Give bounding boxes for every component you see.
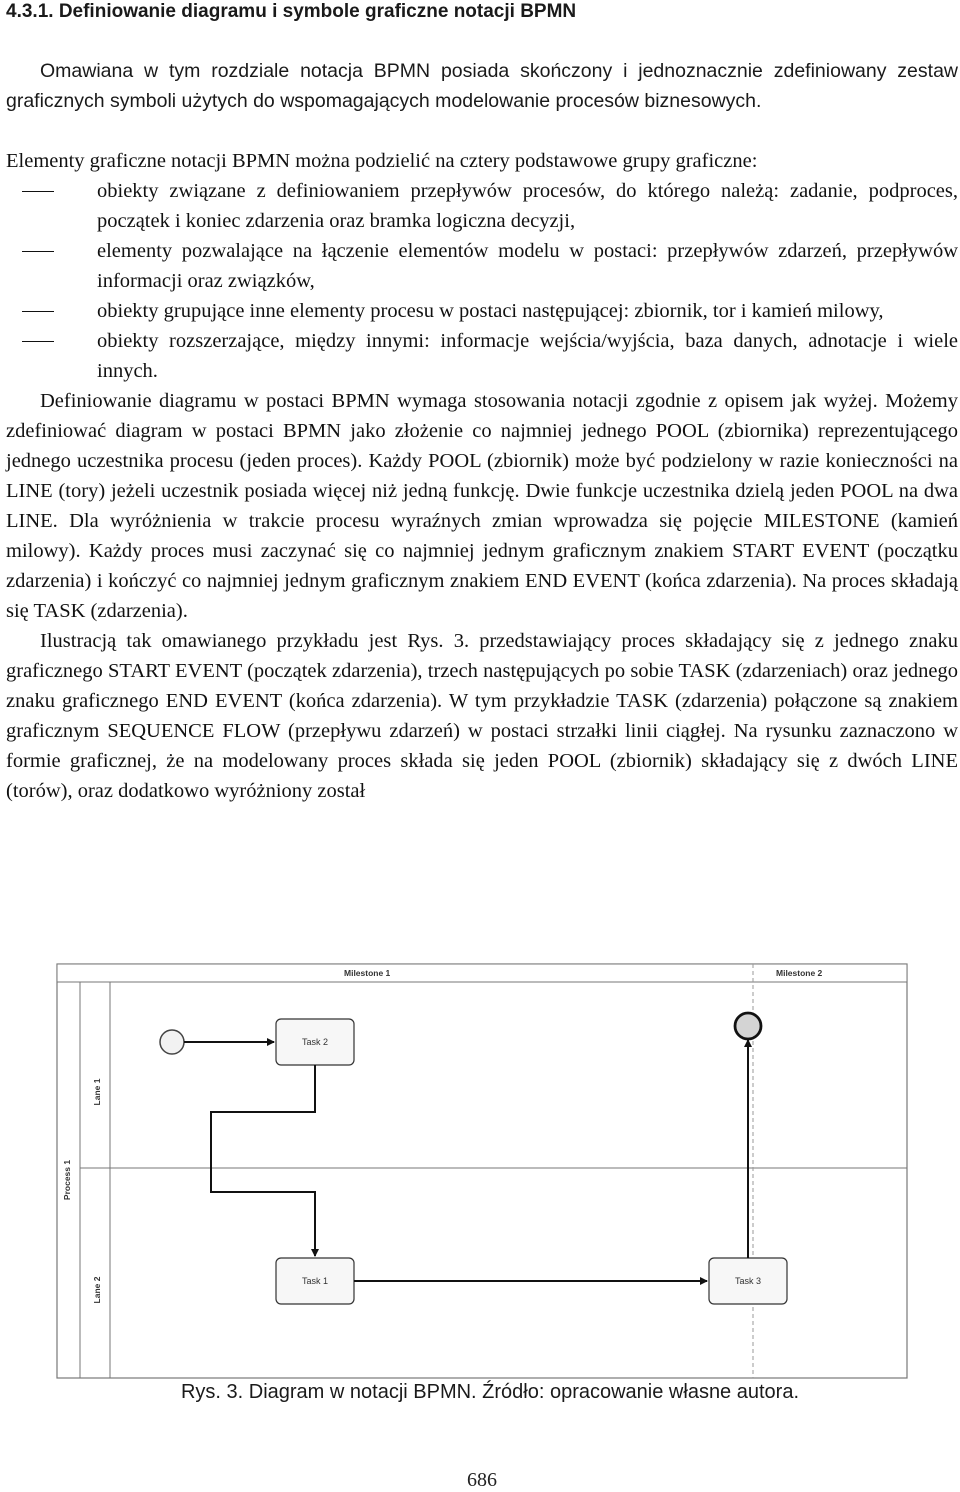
milestone-1-label: Milestone 1	[344, 968, 391, 978]
list-item-text: elementy pozwalające na łączenie elementów modelu w postaci: przepływów zdarzeń, przepływów informacji oraz związków,	[97, 240, 958, 292]
list-item-text: obiekty związane z definiowaniem przepływów procesów, do którego należą: zadanie, podproces, początek i koniec zdarzenia oraz bramka logiczna decyzji,	[97, 180, 958, 232]
section-heading: 4.3.1. Definiowanie diagramu i symbole graficzne notacji BPMN	[6, 1, 577, 22]
pool-frame	[57, 964, 907, 1378]
intro-paragraph: Omawiana w tym rozdziale notacja BPMN posiada skończony i jednoznacznie zdefiniowany zestaw graficznych symboli użytych do wspomagających modelowanie procesów biznesowych.	[6, 60, 958, 112]
bpmn-diagram	[56, 952, 908, 1382]
end-event	[735, 1013, 761, 1039]
groups-intro: Elementy graficzne notacji BPMN można podzielić na cztery podstawowe grupy graficzne:	[6, 150, 758, 172]
illustration-paragraph: Ilustracją tak omawianego przykładu jest Rys. 3. przedstawiający proces składający się z jednego znaku graficznego START EVENT (początek zdarzenia), trzech następujących po sobie TASK (zdarzeniach) oraz jednego znaku graficznego END EVENT (końca zdarzenia). W tym przykładzie TASK (zdarzenia) połączone są znakiem graficznym SEQUENCE FLOW (przepływu zdarzeń) w postaci strzałki linii ciągłej. Na rysunku zaznaczono w formie graficznej, że na modelowany proces składa się jeden POOL (zbiornik) składający się z dwóch LINE (torów), oraz dodatkowo wyróżniony został	[6, 630, 958, 802]
task-2-label: Task 2	[301, 1037, 329, 1047]
process-label: Process 1	[62, 1159, 72, 1201]
lane-2-label: Lane 2	[92, 1276, 102, 1304]
start-event	[160, 1030, 184, 1054]
lane-1-label: Lane 1	[92, 1078, 102, 1106]
milestone-2-label: Milestone 2	[776, 968, 823, 978]
task-3-label: Task 3	[734, 1276, 762, 1286]
dash-bullet	[22, 251, 54, 252]
groups-list	[6, 176, 958, 386]
bpmn-figure	[56, 952, 908, 1382]
task-1-label: Task 1	[301, 1276, 329, 1286]
dash-bullet	[22, 191, 54, 192]
definition-paragraph: Definiowanie diagramu w postaci BPMN wymaga stosowania notacji zgodnie z opisem jak wyżej. Możemy zdefiniować diagram w postaci BPMN jako złożenie co najmniej jednego POOL (zbiornika) reprezentującego jednego uczestnika procesu (jeden proces). Każdy POOL (zbiornik) może być podzielony w razie konieczności na LINE (tory) jeżeli uczestnik posiada więcej niż jedną funkcję. Dwie funkcje uczestnika dzielą jeden POOL na dwa LINE. Dla wyróżnienia w trakcie procesu wyraźnych zmian wprowadza się pojęcie MILESTONE (kamień milowy). Każdy proces musi zaczynać się co najmniej jednym graficznym znakiem START EVENT (początku zdarzenia) i kończyć co najmniej jednym graficznym znakiem END EVENT (końca zdarzenia). Na proces składają się TASK (zdarzenia).	[6, 390, 958, 622]
dash-bullet	[22, 341, 54, 342]
list-item	[6, 296, 958, 326]
list-item-text: obiekty rozszerzające, między innymi: informacje wejścia/wyjścia, baza danych, adnotacje i wiele innych.	[97, 330, 958, 382]
page-number: 686	[467, 1469, 497, 1491]
list-item	[6, 236, 958, 296]
list-item-text: obiekty grupujące inne elementy procesu w postaci następującej: zbiornik, tor i kamień milowy,	[97, 300, 884, 322]
body-text	[6, 146, 958, 806]
list-item	[6, 176, 958, 236]
dash-bullet	[22, 311, 54, 312]
list-item	[6, 326, 958, 386]
figure-caption: Rys. 3. Diagram w notacji BPMN. Źródło: opracowanie własne autora.	[180, 1381, 800, 1403]
